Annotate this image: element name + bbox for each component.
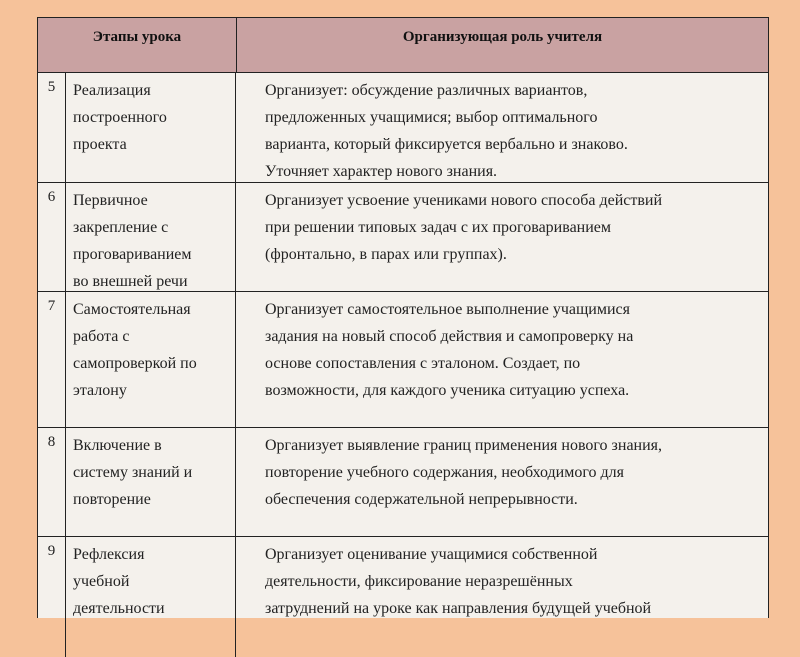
table-row bbox=[38, 292, 768, 428]
stage-cell: Самостоятельная работа с самопроверкой по эталону bbox=[67, 292, 236, 427]
table-row bbox=[38, 73, 768, 183]
teacher-role-cell: Организует оценивание учащимися собственной деятельности, фиксирование неразрешённых затруднений на уроке как направления будущей учебной bbox=[265, 546, 652, 617]
row-number: 7 bbox=[38, 292, 66, 427]
header-stages: Этапы урока bbox=[38, 18, 237, 72]
teacher-role-cell: Организует: обсуждение различных вариантов, предложенных учащимися; выбор оптимального варианта, который фиксируется вербально и знаково. Уточняет характер нового знания. bbox=[265, 82, 628, 180]
row-number: 9 bbox=[38, 537, 66, 657]
table-row bbox=[38, 428, 768, 537]
stage-cell: Рефлексия учебной деятельности bbox=[67, 537, 236, 657]
table-row bbox=[38, 537, 768, 657]
stage-cell: Реализация построенного проекта bbox=[67, 73, 236, 182]
table-row bbox=[38, 183, 768, 292]
row-number: 6 bbox=[38, 183, 66, 291]
header-teacher-role: Организующая роль учителя bbox=[402, 29, 603, 45]
teacher-role-cell: Организует самостоятельное выполнение учащимися задания на новый способ действия и самопроверку на основе сопоставления с эталоном. Создает, по возможности, для каждого ученика ситуацию успеха. bbox=[265, 301, 634, 399]
table-header-row bbox=[38, 18, 768, 73]
teacher-role-cell: Организует выявление границ применения нового знания, повторение учебного содержания, необходимого для обеспечения содержательной непрерывности. bbox=[265, 437, 663, 508]
stage-cell: Включение в систему знаний и повторение bbox=[67, 428, 236, 536]
stage-cell: Первичное закрепление с проговариванием во внешней речи bbox=[67, 183, 236, 291]
row-number: 8 bbox=[38, 428, 66, 536]
teacher-role-cell: Организует усвоение учениками нового способа действий при решении типовых задач с их проговариванием (фронтально, в парах или группах). bbox=[265, 192, 663, 263]
row-number: 5 bbox=[38, 73, 66, 182]
lesson-stages-table bbox=[37, 17, 769, 618]
